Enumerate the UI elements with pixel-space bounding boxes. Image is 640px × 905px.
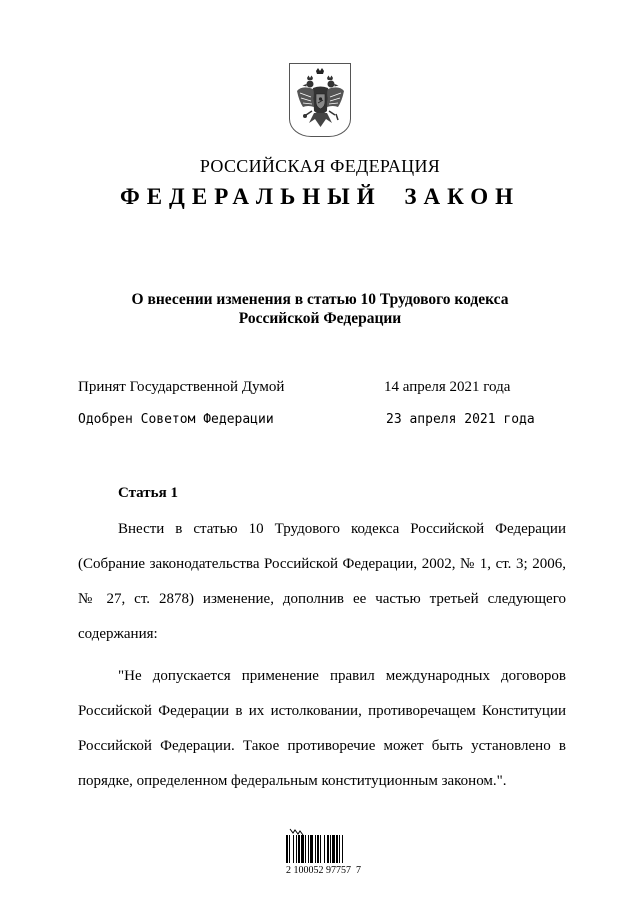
barcode-bar: [330, 835, 331, 863]
barcode-bar: [289, 835, 290, 863]
barcode-bar: [286, 835, 288, 863]
barcode-mark: [290, 829, 303, 835]
quote-line: "Не допускается применение правил международных договоров: [118, 668, 566, 684]
law-title-line: Российской Федерации: [238, 310, 402, 327]
quote-line: порядке, определенном федеральным конституционным законом.".: [78, 773, 507, 789]
approved-date: 23 апреля 2021 года: [386, 412, 535, 427]
law-title-line: О внесении изменения в статью 10 Трудового кодекса: [131, 291, 509, 308]
paragraph-line: (Собрание законодательства Российской Федерации, 2002, № 1, ст. 3; 2006,: [78, 556, 566, 572]
barcode-bar: [305, 835, 306, 863]
barcode-bar: [339, 835, 340, 863]
barcode-bar: [342, 835, 343, 863]
barcode-bar: [301, 835, 304, 863]
barcode-bar: [317, 835, 319, 863]
paragraph-line: содержания:: [78, 626, 158, 642]
document-type: ФЕДЕРАЛЬНЫЙ ЗАКОН: [119, 184, 521, 209]
coat-of-arms-icon: [289, 63, 351, 137]
quote-line: Российской Федерации в их истолковании, противоречащем Конституции: [78, 703, 566, 719]
barcode-number: 2 100052 97757 7: [286, 865, 361, 876]
country-name: РОССИЙСКАЯ ФЕДЕРАЦИЯ: [199, 156, 441, 176]
adopted-date: 14 апреля 2021 года: [384, 379, 511, 395]
article-heading: Статья 1: [118, 485, 178, 501]
barcode-bar: [308, 835, 309, 863]
barcode-bar: [324, 835, 325, 863]
quote-line: Российской Федерации. Такое противоречие может быть установлено в: [78, 738, 566, 754]
paragraph-line: Внести в статью 10 Трудового кодекса Российской Федерации: [118, 521, 566, 537]
barcode-bar: [310, 835, 313, 863]
barcode-bar: [315, 835, 316, 863]
barcode-bar: [332, 835, 335, 863]
barcode-bar: [293, 835, 294, 863]
approved-by-council-label: Одобрен Советом Федерации: [78, 412, 274, 427]
paragraph-line: № 27, ст. 2878) изменение, дополнив ее частью третьей следующего: [78, 591, 566, 607]
adopted-by-duma-label: Принят Государственной Думой: [78, 379, 285, 395]
barcode-bar: [327, 835, 329, 863]
barcode-bar: [336, 835, 338, 863]
barcode-bar: [296, 835, 297, 863]
double-headed-eagle-icon: [294, 67, 347, 133]
law-title: [70, 290, 570, 328]
barcode-bar: [298, 835, 300, 863]
barcode-bar: [320, 835, 321, 863]
